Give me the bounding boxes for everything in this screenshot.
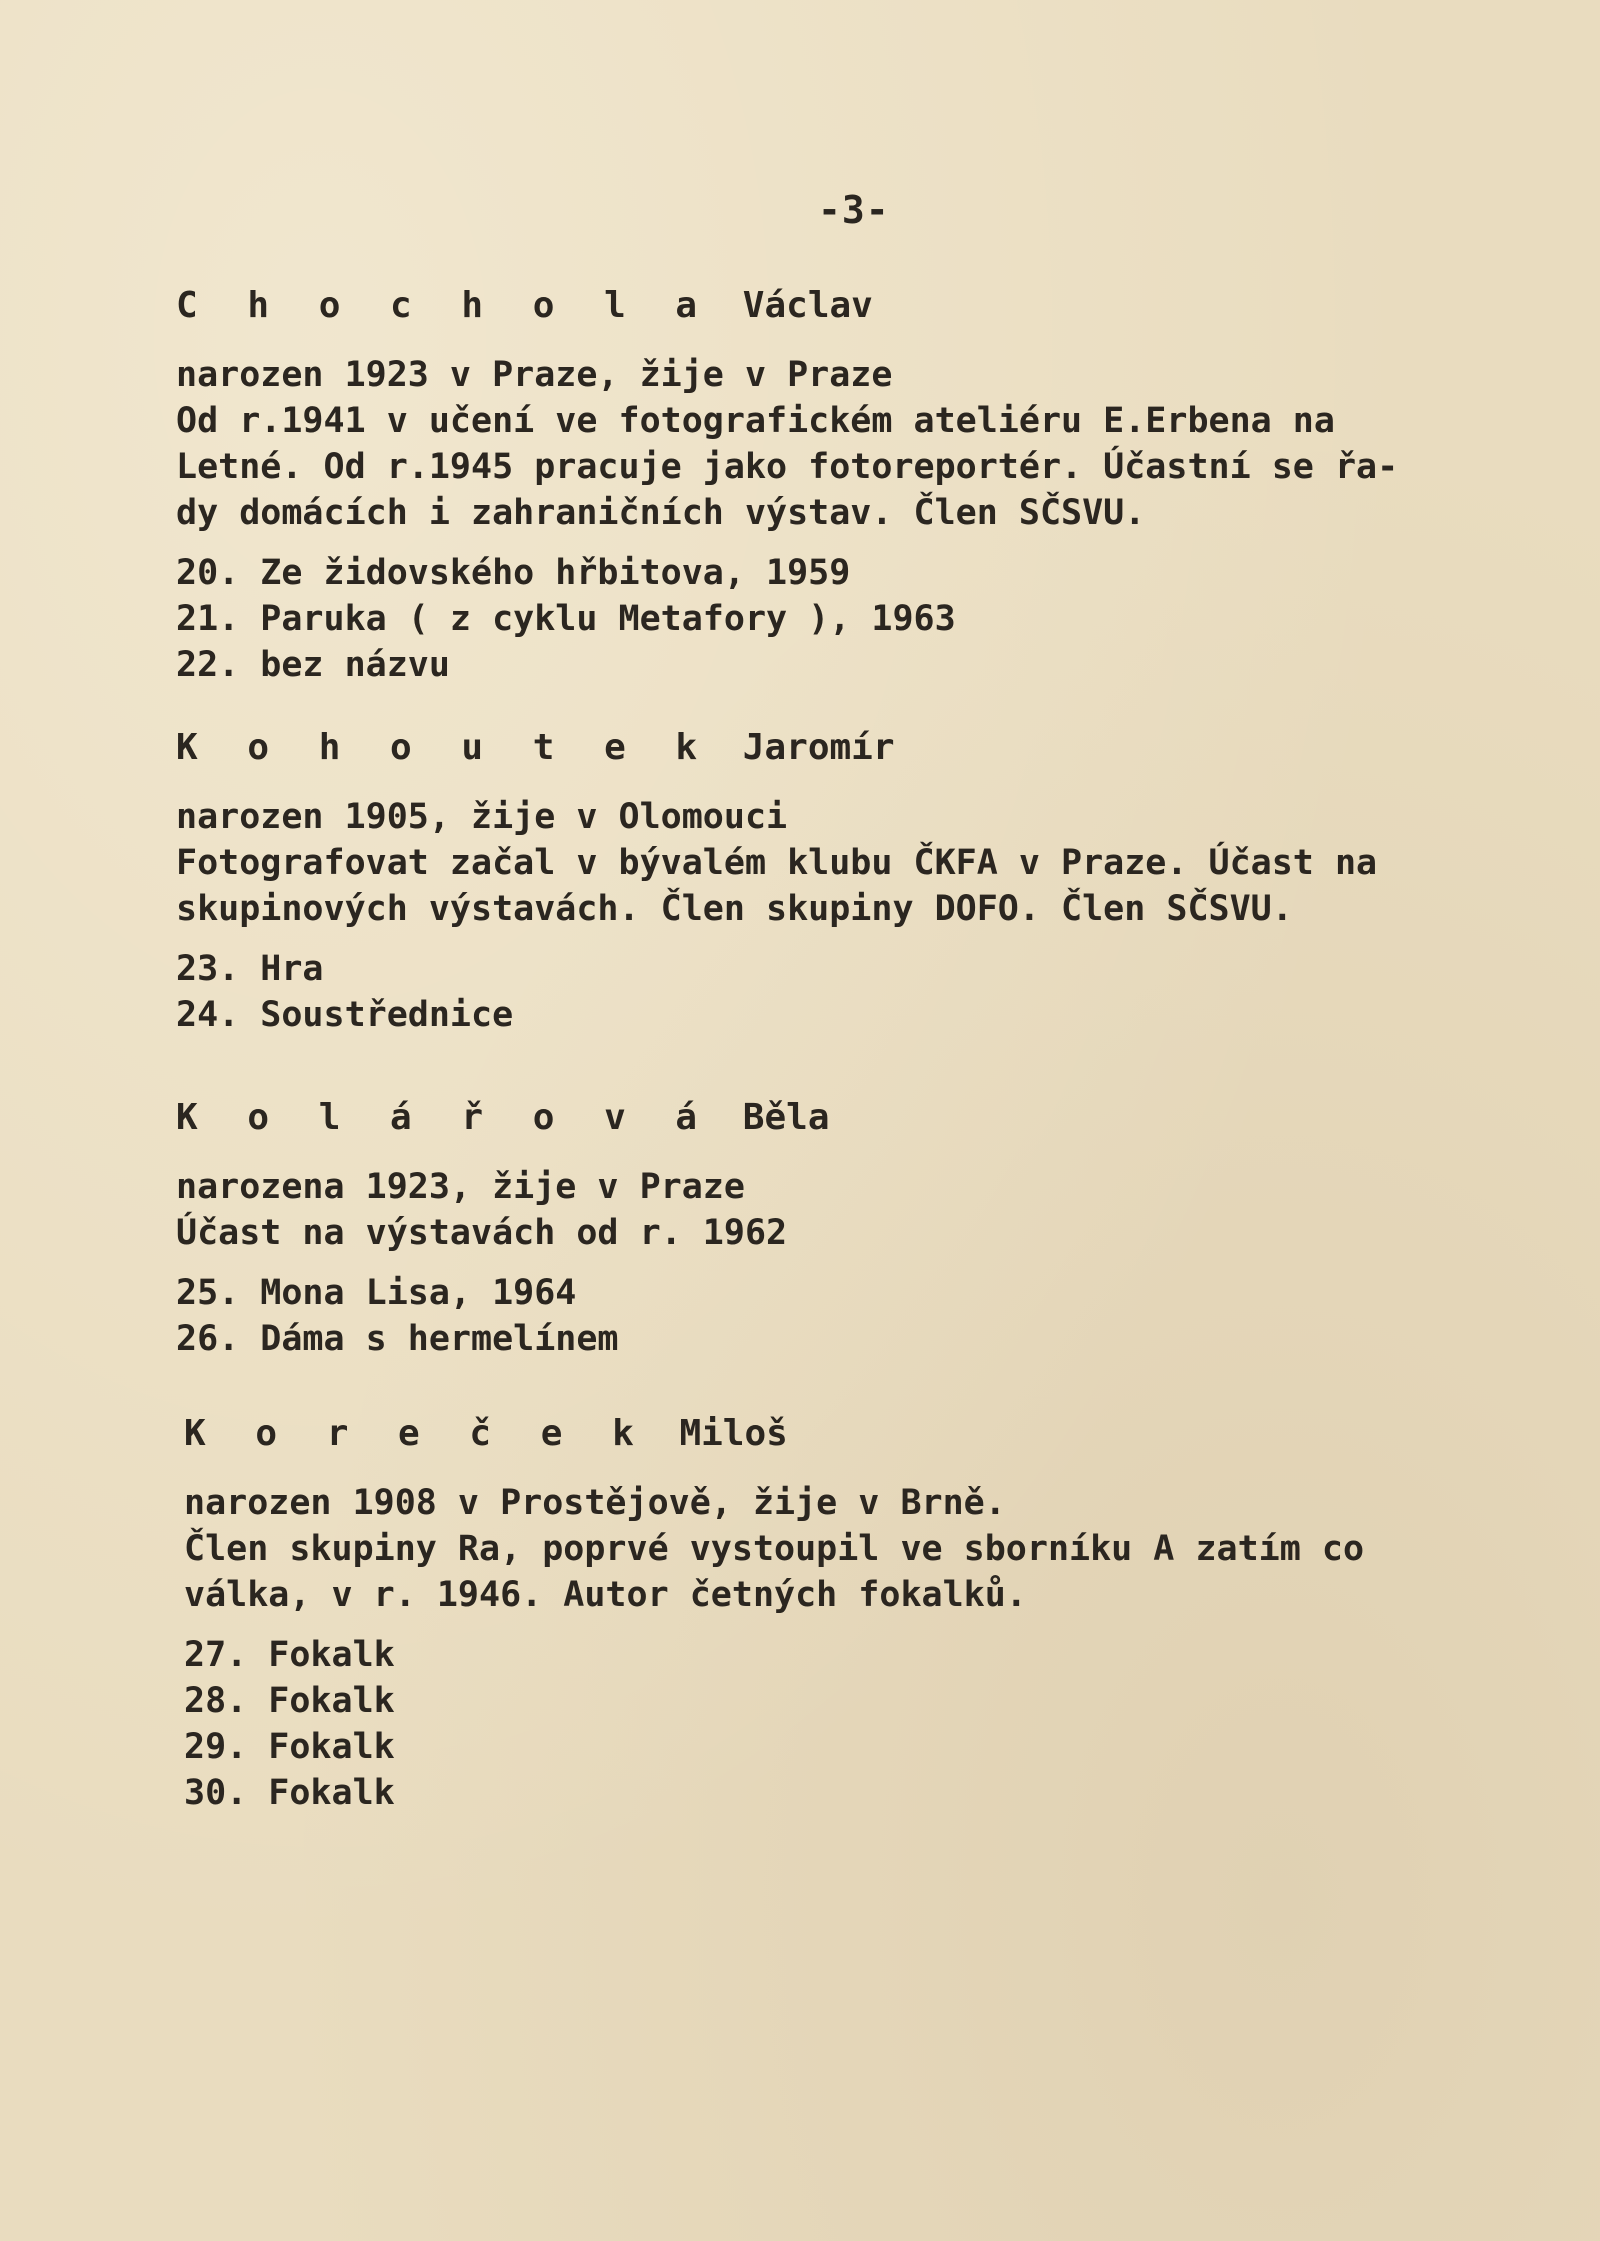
work-item: 26. Dáma s hermelínem — [176, 1319, 619, 1359]
bio-line: narozen 1923 v Praze, žije v Praze — [176, 355, 893, 395]
artist-name — [176, 282, 1536, 330]
artist-bio — [184, 1480, 1536, 1618]
bio-line: narozen 1908 v Prostějově, žije v Brně. — [184, 1483, 1006, 1523]
artist-bio — [176, 352, 1536, 536]
bio-line: Od r.1941 v učení ve fotografickém ateliéru E.Erbena na — [176, 401, 1335, 441]
bio-line: Letné. Od r.1945 pracuje jako fotoreportér. Účastní se řa- — [176, 447, 1399, 487]
work-item: 28. Fokalk — [184, 1681, 395, 1721]
artist-surname: K o h o u t e k — [176, 727, 712, 768]
bio-line: Účast na výstavách od r. 1962 — [176, 1213, 788, 1253]
bio-line: skupinových výstavách. Člen skupiny DOFO. Člen SČSVU. — [176, 889, 1293, 929]
artist-entry-korecek — [184, 1410, 1536, 1816]
work-item: 29. Fokalk — [184, 1727, 395, 1767]
bio-line: narozena 1923, žije v Praze — [176, 1167, 745, 1207]
artist-name — [176, 1094, 1536, 1142]
artist-name — [184, 1410, 1536, 1458]
artist-surname: C h o c h o l a — [176, 285, 712, 326]
artist-entry-kolarova — [176, 1094, 1536, 1362]
work-item: 30. Fokalk — [184, 1773, 395, 1813]
artist-bio — [176, 794, 1536, 932]
artist-entry-chochola — [176, 282, 1536, 688]
bio-line: válka, v r. 1946. Autor četných fokalků. — [184, 1575, 1027, 1615]
bio-line: dy domácích i zahraničních výstav. Člen SČSVU. — [176, 493, 1146, 533]
work-item: 21. Paruka ( z cyklu Metafory ), 1963 — [176, 599, 956, 639]
artist-bio — [176, 1164, 1536, 1256]
artist-given-name: Václav — [742, 285, 873, 326]
catalogue-entries — [176, 282, 1536, 1852]
work-item: 22. bez názvu — [176, 645, 450, 685]
artist-given-name: Jaromír — [742, 727, 895, 768]
artist-given-name: Běla — [742, 1097, 830, 1138]
bio-line: narozen 1905, žije v Olomouci — [176, 797, 788, 837]
bio-line: Fotografovat začal v bývalém klubu ČKFA v Praze. Účast na — [176, 843, 1378, 883]
works-list — [184, 1632, 1536, 1816]
artist-surname: K o l á ř o v á — [176, 1097, 712, 1138]
artist-given-name: Miloš — [679, 1413, 788, 1454]
work-item: 20. Ze židovského hřbitova, 1959 — [176, 553, 851, 593]
artist-entry-kohoutek — [176, 724, 1536, 1038]
works-list — [176, 550, 1536, 688]
artist-surname: K o r e č e k — [184, 1413, 648, 1454]
work-item: 23. Hra — [176, 949, 324, 989]
works-list — [176, 946, 1536, 1038]
works-list — [176, 1270, 1536, 1362]
artist-name — [176, 724, 1536, 772]
work-item: 25. Mona Lisa, 1964 — [176, 1273, 577, 1313]
work-item: 24. Soustřednice — [176, 995, 514, 1035]
work-item: 27. Fokalk — [184, 1635, 395, 1675]
bio-line: Člen skupiny Ra, poprvé vystoupil ve sborníku A zatím co — [184, 1529, 1365, 1569]
page-number: -3- — [818, 188, 890, 232]
